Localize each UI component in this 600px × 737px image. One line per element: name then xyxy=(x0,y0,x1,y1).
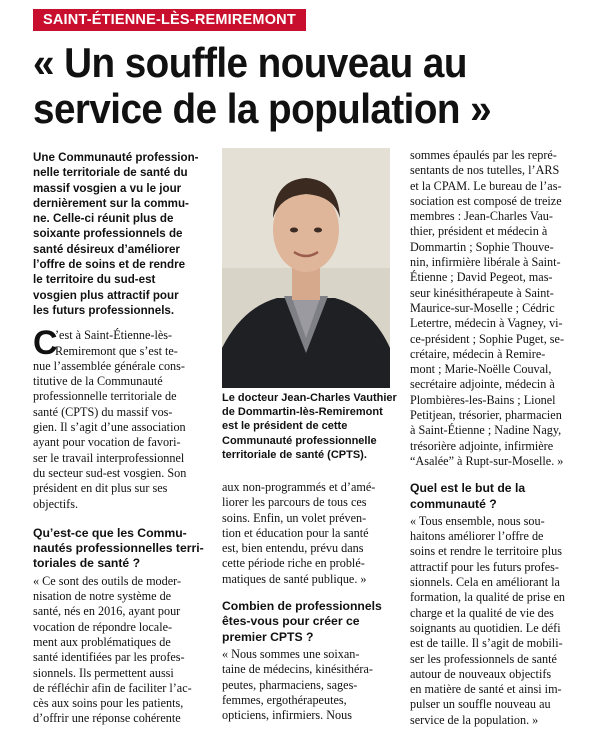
answer-1-continued xyxy=(222,480,400,587)
text-line: du secteur sud-est vosgien. Son xyxy=(33,465,187,480)
column-1 xyxy=(33,150,213,727)
text-line: “Asalée” à Rupt-sur-Moselle. » xyxy=(410,453,564,468)
text-line: trésorière adjointe, infirmière xyxy=(410,438,554,453)
text-line: Remiremont que s’est te- xyxy=(55,343,178,358)
question-1 xyxy=(33,526,213,572)
question-2 xyxy=(222,599,400,645)
text-line: opticiens, infirmiers. Nous xyxy=(222,708,352,723)
text-line: massif vosgien a vu le jour xyxy=(33,181,182,195)
text-line: mont ; Marie-Noëlle Couval, xyxy=(410,362,552,377)
text-line: « Ce sont des outils de moder- xyxy=(33,573,182,588)
text-line: Une Communauté profession- xyxy=(33,151,199,164)
text-line: communauté ? xyxy=(410,496,497,511)
column-3 xyxy=(410,148,592,728)
intro-paragraph xyxy=(33,324,213,512)
text-line: est, bien entendu, prévu dans xyxy=(222,541,364,556)
text-line: nelle territoriale de santé du xyxy=(33,166,188,180)
text-line: vocation de répondre locale- xyxy=(33,619,173,634)
text-line: sionnels. Ils permettent aussi xyxy=(33,665,174,680)
text-line: de réfléchir afin de faciliter l’ac- xyxy=(33,680,192,695)
text-line: de Dommartin-lès-Remiremont xyxy=(222,406,383,419)
text-line: crétaire, médecin à Remire- xyxy=(410,346,546,361)
text-line: Qu’est-ce que les Commu- xyxy=(33,525,187,540)
text-line: ser le travail interprofessionnel xyxy=(33,450,185,465)
text-line: est le président de cette xyxy=(222,420,348,433)
text-line: attractif pour les futurs profes- xyxy=(410,559,559,574)
answer-1 xyxy=(33,574,213,727)
text-line: autour de nouveaux objectifs xyxy=(410,666,552,681)
text-line: ser les professionnels de santé xyxy=(410,651,557,666)
drop-cap: C xyxy=(33,324,58,363)
text-line: Communauté professionnelle xyxy=(222,434,377,447)
text-line: ment aux problématiques de xyxy=(33,634,171,649)
text-line: nue l’assemblée générale cons- xyxy=(33,358,185,373)
text-line: titutive de la Communauté xyxy=(33,374,163,389)
text-line: ayant pour vocation de favori- xyxy=(33,435,181,450)
answer-3 xyxy=(410,514,592,728)
text-line: service de la population. » xyxy=(410,712,539,727)
text-line: aux non-programmés et d’amé- xyxy=(222,480,376,494)
text-line: d’offrir une réponse cohérente xyxy=(33,711,181,726)
text-line: santé, nés en 2016, ayant pour xyxy=(33,604,181,619)
text-line: « Tous ensemble, nous sou- xyxy=(410,513,545,528)
text-line: gien. Il s’agit d’une association xyxy=(33,420,186,435)
question-3 xyxy=(410,481,592,512)
portrait-illustration xyxy=(222,148,390,388)
column-2 xyxy=(222,480,400,723)
text-line: secrétaire adjointe, médecin à xyxy=(410,377,555,392)
text-line: est de taille. Il s’agit de mobili- xyxy=(410,636,563,651)
text-line: femmes, ergothérapeutes, xyxy=(222,692,347,707)
lead-paragraph xyxy=(33,150,213,318)
text-line: ne. Celle-ci réunit plus de xyxy=(33,212,174,226)
intro-first-lines xyxy=(33,324,213,363)
text-line: santé (CPTS) du massif vos- xyxy=(33,404,173,419)
portrait-photo xyxy=(222,148,390,388)
text-line: seur kinésithérapeute à Saint- xyxy=(410,285,554,300)
text-line: cette période riche en problé- xyxy=(222,556,365,571)
text-line: et la CPAM. Le bureau de l’as- xyxy=(410,178,562,193)
answer-2 xyxy=(222,647,400,723)
text-line: le territoire du sud-est xyxy=(33,273,156,287)
text-line: Maurice-sur-Moselle ; Cédric xyxy=(410,300,555,315)
text-line: l’offre de soins et de rendre xyxy=(33,258,186,272)
text-line: vosgien plus attractif pour xyxy=(33,288,179,302)
headline xyxy=(33,40,548,132)
section-kicker: SAINT-ÉTIENNE-LÈS-REMIREMONT xyxy=(33,9,306,31)
headline-line: service de la population » xyxy=(33,85,492,132)
text-line: êtes-vous pour créer ce xyxy=(222,614,360,629)
text-line: ’est à Saint-Étienne-lès- xyxy=(55,328,173,343)
text-line: premier CPTS ? xyxy=(222,629,314,644)
text-line: professionnelle territoriale de xyxy=(33,389,177,404)
text-line: dernièrement sur la commu- xyxy=(33,196,189,210)
intro-body xyxy=(33,359,213,512)
text-line: santé identifiées par les profes- xyxy=(33,650,185,665)
text-line: haitons améliorer l’offre de xyxy=(410,529,544,544)
text-line: territoriale de santé (CPTS). xyxy=(222,448,367,461)
text-line: soins et rendre le territoire plus xyxy=(410,544,562,559)
text-line: Étienne ; David Pegeot, mas- xyxy=(410,270,553,285)
text-line: taine de médecins, kinésithéra- xyxy=(222,662,373,677)
text-line: nisation de notre système de xyxy=(33,589,172,604)
text-line: nautés professionnelles terri- xyxy=(33,541,204,556)
text-line: matiques de santé publique. » xyxy=(222,571,367,586)
text-line: liorer les parcours de tous ces xyxy=(222,495,367,510)
text-line: toriales de santé ? xyxy=(33,556,141,571)
text-line: nin, infirmière libérale à Saint- xyxy=(410,255,561,270)
text-line: soins. Enfin, un volet préven- xyxy=(222,510,367,525)
text-line: en matière de santé et ainsi im- xyxy=(410,682,562,697)
text-line: Petitjean, trésorier, pharmacien xyxy=(410,408,562,423)
text-line: sociation est composé de treize xyxy=(410,193,562,208)
text-line: Letertre, médecin à Vagney, vi- xyxy=(410,316,563,331)
text-line: Quel est le but de la xyxy=(410,481,526,496)
text-line: peutes, pharmaciens, sages- xyxy=(222,677,358,692)
text-line: Combien de professionnels xyxy=(222,599,382,614)
photo-caption xyxy=(222,391,397,462)
text-line: tion et éducation pour la santé xyxy=(222,525,369,540)
text-line: Dommartin ; Sophie Thouve- xyxy=(410,239,554,254)
text-line: cès aux soins pour les patients, xyxy=(33,696,184,711)
text-line: charge et la qualité de vie des xyxy=(410,605,554,620)
text-line: soixante professionnels de xyxy=(33,227,183,241)
text-line: Plombières-les-Bains ; Lionel xyxy=(410,392,556,407)
text-line: santé désireux d’améliorer xyxy=(33,242,180,256)
answer-2-continued xyxy=(410,148,592,469)
text-line: membres : Jean-Charles Vau- xyxy=(410,209,553,224)
text-line: sommes épaulés par les repré- xyxy=(410,148,557,162)
text-line: soignants au quotidien. Le défi xyxy=(410,620,561,635)
text-line: objectifs. xyxy=(33,496,79,511)
text-line: formation, la qualité de prise en xyxy=(410,590,565,605)
headline-line: « Un souffle nouveau au xyxy=(33,39,467,86)
text-line: président en dit plus sur ses xyxy=(33,481,168,496)
text-line: Le docteur Jean-Charles Vauthier xyxy=(222,392,397,404)
text-line: à Saint-Étienne ; Nadine Nagy, xyxy=(410,423,562,438)
text-line: ce-président ; Sophie Puget, se- xyxy=(410,331,564,346)
text-line: sionnels. Cela en améliorant la xyxy=(410,575,560,590)
text-line: « Nous sommes une soixan- xyxy=(222,646,360,661)
text-line: pulser un souffle nouveau au xyxy=(410,697,551,712)
text-line: thier, président et médecin à xyxy=(410,224,548,239)
text-line: les futurs professionnels. xyxy=(33,303,175,317)
text-line: sentants de nos tutelles, l’ARS xyxy=(410,163,560,178)
